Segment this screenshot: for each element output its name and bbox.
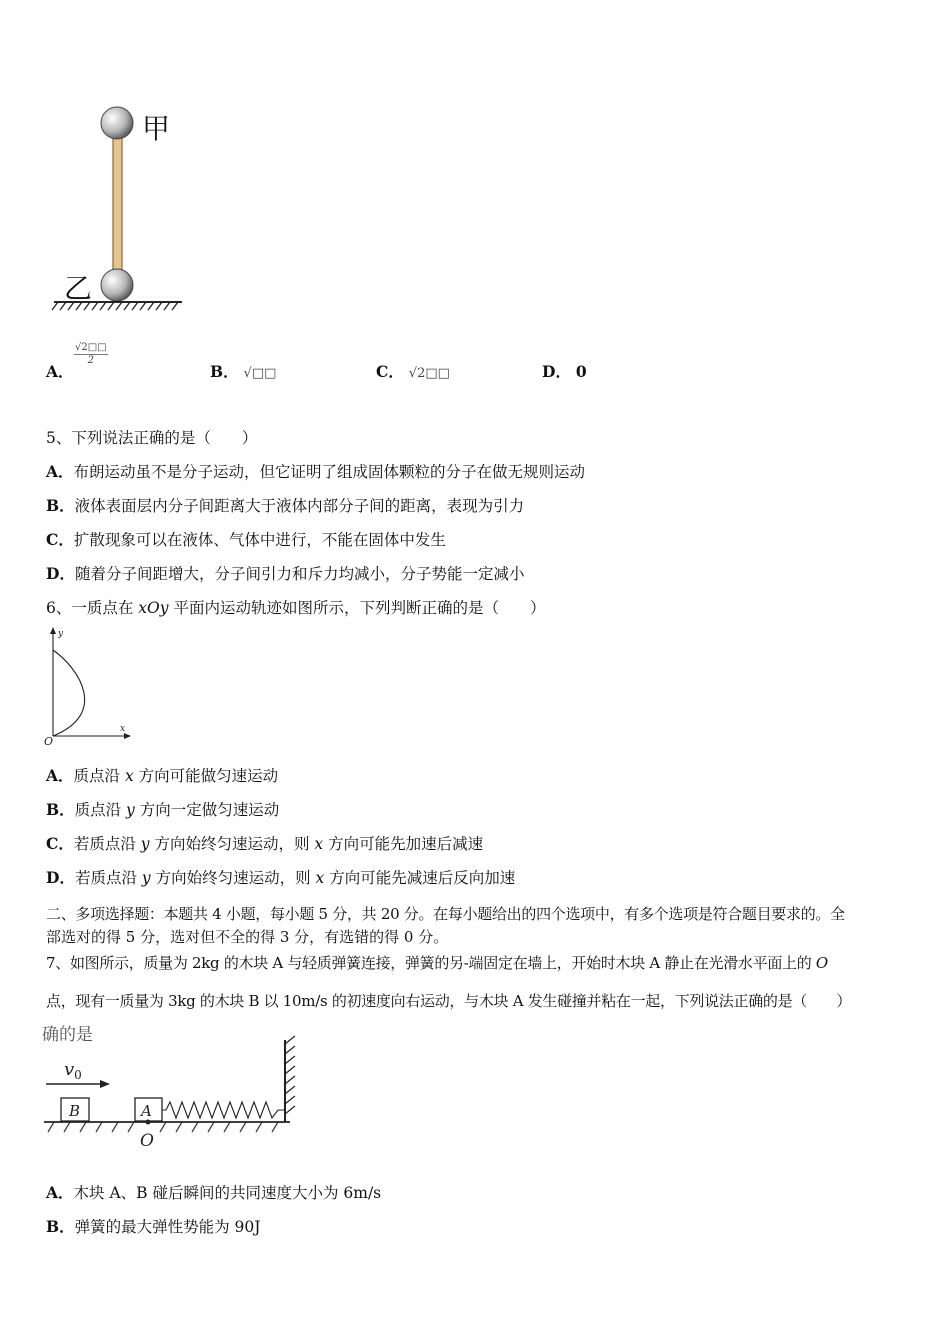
option-label: D．: [46, 868, 75, 887]
label-jia: 甲: [142, 112, 171, 145]
trajectory-curve: [53, 650, 85, 736]
spring: [162, 1102, 285, 1118]
origin-label: O: [44, 735, 54, 748]
q4-option-a: [46, 342, 107, 382]
q7-stem-line1: [46, 953, 828, 973]
q4-b-expression: √□□: [243, 366, 277, 381]
q7-option-b: [46, 1217, 260, 1237]
section2-instructions: [46, 903, 910, 949]
trajectory-svg: [40, 624, 140, 748]
stem-text: 6、一质点在: [46, 599, 139, 617]
spring-block-figure: [40, 1022, 310, 1154]
stem-variable: xOy: [138, 599, 169, 617]
q4-a-fraction: [74, 342, 108, 367]
y-axis-label: y: [58, 629, 64, 639]
option-variable: x: [314, 835, 324, 853]
option-text: 方向始终匀速运动，则: [149, 835, 315, 853]
q4-c-expression: √2□□: [408, 366, 450, 381]
option-text: 方向始终匀速运动，则: [150, 869, 316, 887]
origin-point: [146, 1120, 151, 1125]
wall-hatch: [285, 1036, 295, 1114]
ball-bottom: [101, 269, 133, 301]
option-text: 液体表面层内分子间距离大于液体内部分子间的距离，表现为引力: [74, 497, 525, 515]
option-text: 随着分子间距增大，分子间引力和斥力均减小，分子势能一定减小: [74, 565, 525, 583]
option-label: B．: [46, 496, 75, 515]
q4-options: [46, 342, 646, 390]
q6-option-b: [46, 800, 279, 820]
option-label: B．: [210, 362, 239, 381]
option-text: 方向可能先减速后反向加速: [324, 869, 516, 887]
option-label: C．: [46, 530, 74, 549]
option-label: A．: [46, 362, 74, 381]
velocity-arrowhead: [100, 1080, 110, 1088]
option-label: C．: [376, 362, 404, 381]
velocity-label: $v_0$: [64, 1059, 82, 1082]
rod: [113, 136, 122, 272]
option-text: 若质点沿: [74, 869, 142, 887]
option-text: 方向可能先加速后减速: [323, 835, 484, 853]
option-label: C．: [46, 834, 74, 853]
option-text: 若质点沿: [73, 835, 141, 853]
option-label: D．: [46, 564, 75, 583]
origin-label: O: [140, 1131, 154, 1151]
q4-option-b: [210, 360, 276, 382]
option-variable: y: [126, 801, 135, 819]
ball-top: [101, 107, 133, 139]
x-axis-label: x: [120, 724, 126, 734]
option-variable: y: [141, 869, 151, 887]
q6-option-a: [46, 766, 278, 786]
y-axis-arrow: [50, 627, 56, 634]
q6-option-d: [46, 868, 515, 888]
q7-option-a: [46, 1183, 381, 1203]
option-variable: x: [315, 869, 325, 887]
stem-text: 平面内运动轨迹如图所示，下列判断正确的是（ ）: [168, 599, 546, 617]
q4-a-denominator: 2: [87, 355, 94, 366]
option-text: 扩散现象可以在液体、气体中进行，不能在固体中发生: [73, 531, 446, 549]
option-text: 布朗运动虽不是分子运动，但它证明了组成固体颗粒的分子在做无规则运动: [73, 463, 586, 481]
option-text: 方向可能做匀速运动: [133, 767, 279, 785]
q4-d-value: 0: [575, 362, 587, 381]
q4-option-c: [376, 360, 450, 382]
q5-option-c: [46, 530, 446, 550]
q4-a-numerator: √2□□: [75, 342, 107, 353]
option-label: B．: [46, 800, 75, 819]
q5-option-d: [46, 564, 524, 584]
q6-stem: [46, 598, 545, 618]
option-label: D．: [542, 362, 571, 381]
spring-block-svg: [40, 1022, 310, 1154]
block-b-label: B: [69, 1102, 81, 1120]
q6-option-c: [46, 834, 483, 854]
q5-option-a: [46, 462, 585, 482]
option-variable: x: [124, 767, 134, 785]
stem-variable: O: [815, 954, 828, 972]
dumbbell-figure: [46, 98, 206, 318]
trajectory-figure: [40, 624, 140, 748]
section2-line1: 二、多项选择题：本题共 4 小题，每小题 5 分，共 20 分。在每小题给出的四个选项中，有多个选项是符合题目要求的。全: [46, 905, 845, 923]
option-label: A．: [46, 462, 74, 481]
q7-stem-line2: 点，现有一质量为 3kg 的木块 B 以 10m/s 的初速度向右运动，与木块 A 发生碰撞并粘在一起，下列说法正确的是（ ）: [46, 992, 852, 1010]
stem-text: 7、如图所示，质量为 2kg 的木块 A 与轻质弹簧连接，弹簧的另-端固定在墙上，开始时木块 A 静止在光滑水平面上的: [46, 954, 816, 972]
block-a-label: A: [141, 1102, 152, 1120]
figure-caption-fragment: 确的是: [42, 1025, 93, 1045]
option-text: 质点沿: [74, 801, 127, 819]
q5-stem: 5、下列说法正确的是（ ）: [46, 429, 258, 447]
option-text: 弹簧的最大弹性势能为 90J: [74, 1218, 261, 1236]
option-text: 木块 A、B 碰后瞬间的共同速度大小为 6m/s: [73, 1184, 382, 1202]
q5-option-b: [46, 496, 524, 516]
option-text: 方向一定做匀速运动: [134, 801, 280, 819]
label-yi: 乙: [64, 272, 93, 305]
floor-hatch: [48, 1122, 278, 1132]
option-text: 质点沿: [73, 767, 125, 785]
option-label: A．: [46, 1183, 74, 1202]
option-label: B．: [46, 1217, 75, 1236]
q4-option-d: [542, 360, 587, 382]
option-label: A．: [46, 766, 74, 785]
section2-line2: 部选对的得 5 分，选对但不全的得 3 分，有选错的得 0 分。: [46, 928, 449, 946]
dumbbell-svg: [46, 98, 206, 318]
option-variable: y: [140, 835, 150, 853]
